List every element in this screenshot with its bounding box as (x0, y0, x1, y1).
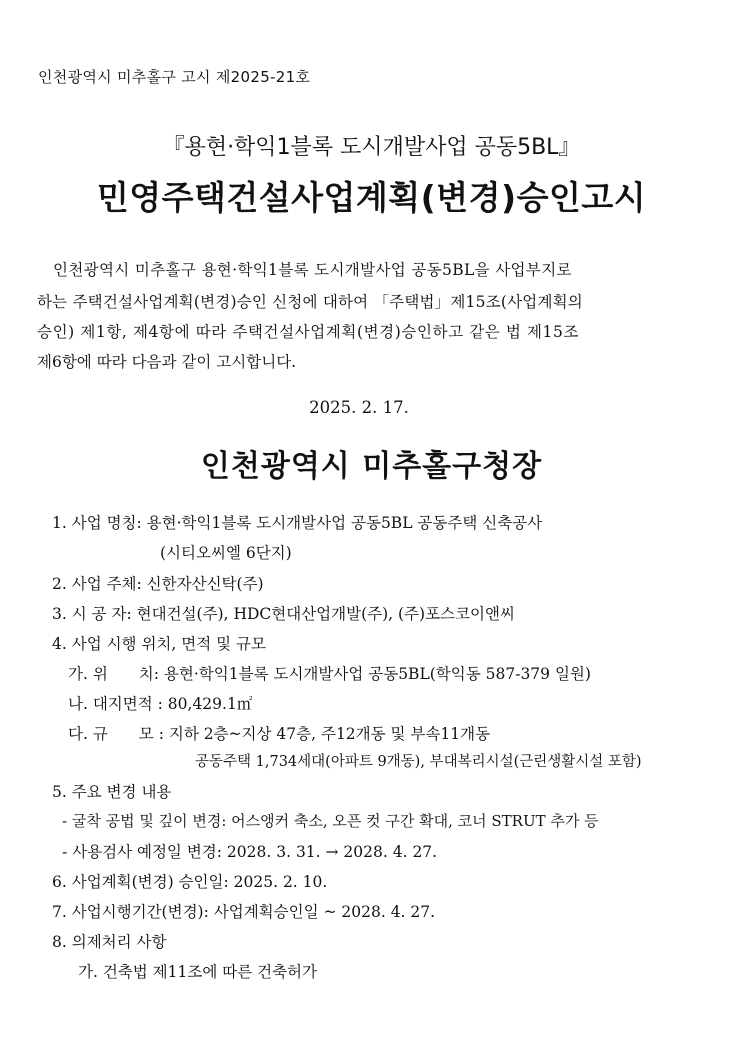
item-period: 7. 사업시행기간(변경): 사업계획승인일 ~ 2028. 4. 27. (52, 903, 436, 921)
item-contractor: 3. 시 공 자: 현대건설(주), HDC현대산업개발(주), (주)포스코이앤씨 (52, 605, 515, 623)
item-deemed-building-permit: 가. 건축법 제11조에 따른 건축허가 (78, 963, 318, 981)
body-line: 하는 주택건설사업계획(변경)승인 신청에 대하여 「주택법」제15조(사업계획의 (37, 293, 583, 311)
item-change-excavation: - 굴착 공법 및 깊이 변경: 어스앵커 축소, 오픈 컷 구간 확대, 코너 STRUT 추가 등 (62, 812, 599, 830)
item-site-area: 나. 대지면적 : 80,429.1㎡ (68, 695, 253, 713)
item-location-heading: 4. 사업 시행 위치, 면적 및 규모 (52, 635, 266, 653)
issuer-name: 인천광역시 미추홀구청장 (200, 449, 543, 484)
project-title: 『용현·학익1블록 도시개발사업 공동5BL』 (162, 135, 581, 160)
notice-date: 2025. 2. 17. (309, 398, 409, 417)
item-approval-date: 6. 사업계획(변경) 승인일: 2025. 2. 10. (52, 873, 328, 891)
body-line: 승인) 제1항, 제4항에 따라 주택건설사업계획(변경)승인하고 같은 법 제15조 (37, 323, 580, 341)
body-line: 제6항에 따라 다음과 같이 고시합니다. (37, 353, 297, 371)
item-deemed-heading: 8. 의제처리 사항 (52, 933, 167, 951)
item-scale: 다. 규 모 : 지하 2층~지상 47층, 주12개동 및 부속11개동 (68, 725, 491, 743)
item-location: 가. 위 치: 용현·학익1블록 도시개발사업 공동5BL(학익동 587-379 일원) (68, 665, 591, 683)
item-project-name-sub: (시티오씨엘 6단지) (160, 544, 292, 562)
item-changes-heading: 5. 주요 변경 내용 (52, 783, 172, 801)
item-scale-detail: 공동주택 1,734세대(아파트 9개동), 부대복리시설(근린생활시설 포함) (195, 754, 642, 770)
item-developer: 2. 사업 주체: 신한자산신탁(주) (52, 575, 264, 593)
item-change-inspection: - 사용검사 예정일 변경: 2028. 3. 31. → 2028. 4. 27. (62, 843, 438, 861)
notice-title: 민영주택건설사업계획(변경)승인고시 (96, 178, 647, 217)
notice-number: 인천광역시 미추홀구 고시 제2025-21호 (38, 68, 311, 86)
item-project-name: 1. 사업 명칭: 용현·학익1블록 도시개발사업 공동5BL 공동주택 신축공사 (52, 514, 543, 532)
body-line: 인천광역시 미추홀구 용현·학익1블록 도시개발사업 공동5BL을 사업부지로 (53, 261, 572, 279)
